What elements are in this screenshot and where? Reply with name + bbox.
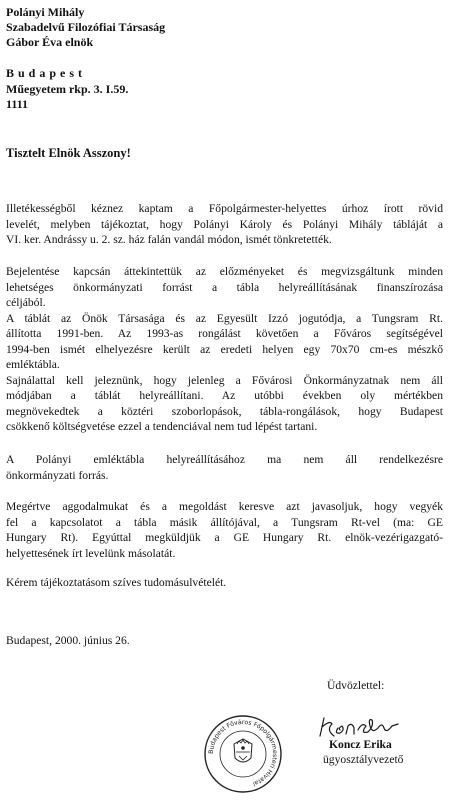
stamp-text: Budapest Főváros Főpolgármesteri Hivatal bbox=[207, 718, 279, 788]
paragraph-line: Megértve aggodalmukat és a megoldást keresve azt javasoljuk, hogy vegyék bbox=[6, 500, 443, 513]
closing: Üdvözlettel: bbox=[327, 679, 385, 692]
paragraph-line: levelét, melyben tájékoztat, hogy Polányi Károly és Polányi Mihály tábláját a bbox=[6, 217, 443, 231]
paragraph-line: 1994-ben ismét elhelyezésre került az eredeti helyen egy 70x70 cm-es mészkő bbox=[6, 342, 443, 356]
paragraph-line: A táblát az Önök Társasága és az Egyesült Izzó jogutódja, a Tungsram Rt. bbox=[6, 311, 443, 325]
paragraph-line: módjában a táblát helyreállítani. Az utóbbi években oly mértékben bbox=[6, 389, 443, 402]
paragraph-line: Hungary Rt). Egyúttal megküldjük a GE Hungary Rt. elnök-vezérigazgató- bbox=[6, 531, 443, 544]
recipient-street: Műegyetem rkp. 3. I.59. bbox=[6, 82, 129, 96]
coat-of-arms-icon bbox=[234, 739, 252, 762]
official-stamp bbox=[203, 714, 283, 794]
paragraph-line: önkormányzati forrás. bbox=[6, 468, 109, 482]
paragraph-line: csökkenő költségvetése ezzel a tendenciával nem tud lépést tartani. bbox=[6, 420, 318, 433]
recipient-addressee: Gábor Éva elnök bbox=[6, 35, 94, 49]
place-date: Budapest, 2000. június 26. bbox=[6, 634, 130, 647]
paragraph-line: Kérem tájékoztatásom szíves tudomásulvételét. bbox=[6, 576, 227, 589]
paragraph-line: megnövekedtek a köztéri szoborlopások, tábla-rongálások, hogy Budapest bbox=[6, 404, 443, 418]
paragraph-line: céljából. bbox=[6, 296, 46, 309]
paragraph-3 bbox=[6, 452, 443, 483]
paragraph-line: fel a kapcsolatot a tábla másik állítójával, a Tungsram Rt-vel (ma: GE bbox=[6, 515, 443, 529]
paragraph-line: állította 1991-ben. Az 1993-as rongálást követően a Főváros segítségével bbox=[6, 327, 443, 340]
paragraph-line: VI. ker. Andrássy u. 2. sz. ház falán vandál módon, ismét tönkretették. bbox=[6, 233, 332, 246]
paragraph-line: helyettesének írt levelünk másolatát. bbox=[6, 546, 176, 560]
paragraph-5 bbox=[6, 575, 443, 591]
recipient-city: Budapest bbox=[6, 66, 87, 80]
recipient-zip: 1111 bbox=[6, 97, 29, 111]
paragraph-2 bbox=[6, 264, 443, 435]
salutation: Tisztelt Elnök Asszony! bbox=[6, 146, 131, 160]
paragraph-1 bbox=[6, 201, 443, 248]
paragraph-line: lehetséges önkormányzati forrást a tábla helyreállításának finanszírozása bbox=[6, 280, 443, 294]
paragraph-line: A Polányi emléktábla helyreállításához ma nem áll rendelkezésre bbox=[6, 453, 443, 466]
paragraph-line: emléktábla. bbox=[6, 358, 60, 371]
paragraph-line: Illetékességből kéznez kaptam a Főpolgármester-helyettes úrhoz írott rövid bbox=[6, 202, 443, 215]
recipient-society: Szabadelvű Filozófiai Társaság bbox=[6, 20, 166, 34]
signer-title: ügyosztályvezető bbox=[323, 753, 404, 766]
signer-name: Koncz Erika bbox=[329, 738, 392, 751]
paragraph-4 bbox=[6, 499, 443, 561]
paragraph-line: Sajnálattal kell jeleznünk, hogy jelenleg a Fővárosi Önkormányzatnak nem áll bbox=[6, 373, 443, 387]
recipient-name: Polányi Mihály bbox=[6, 5, 85, 19]
paragraph-line: Bejelentése kapcsán áttekintettük az előzményeket és megvizsgáltunk minden bbox=[6, 265, 443, 278]
